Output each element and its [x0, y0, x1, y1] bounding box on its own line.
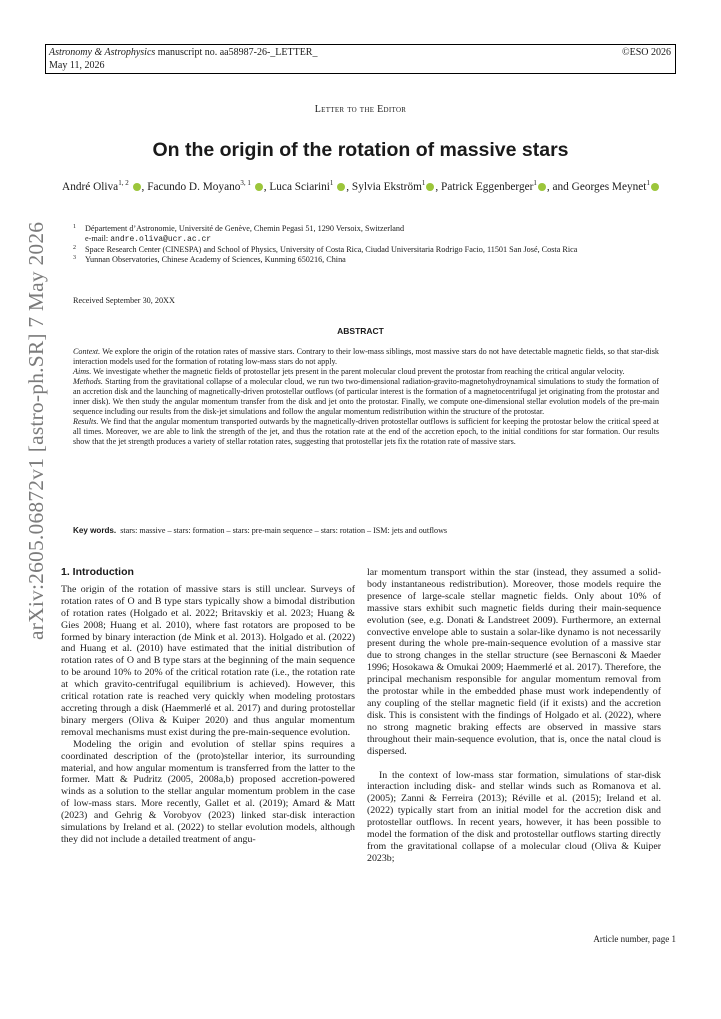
- abstract-methods: Methods. Starting from the gravitational collapse of a molecular cloud, we run two two-dimensional radiation-gravito-magnetohydroynamical simulations to study the formation of an accretion disk and the launching of magnetically-driven protostellar outflows (of particular interest is the formation of a magnetocentrifugal jet originating from the protostar and inner disk). We then study the angular momentum transfer from the disk and jet onto the protostar. Finally, we compute one-dimensional stellar evolution models of the pre-main sequence including our results from the disk-jet simulations and follow the angular momentum redistribution within the structure of the protostar.: [73, 377, 659, 416]
- keywords: Key words. stars: massive – stars: formation – stars: pre-main sequence – stars: rotation – ISM: jets and outflows: [73, 526, 448, 535]
- manuscript-date: May 11, 2026: [49, 60, 105, 71]
- author[interactable]: Sylvia Ekström$^1$ ,: [351, 179, 442, 193]
- received-date: Received September 30, 20XX: [73, 296, 175, 305]
- abstract-results: Results. We find that the angular momentum transported outwards by the magnetically-driven protostellar outflows is sufficient for keeping the protostar below the critical speed at all times. Moreover, we are able to link the strength of the jet, and thus the rotation rate at the end of the accretion epoch, to the initial conditions for star formation. Our results show that the jet strength produces a variety of stellar rotation rates, suggesting that protostellar jets fix the rotation rate of massive stars.: [73, 417, 659, 446]
- abstract-context: Context. We explore the origin of the rotation rates of massive stars. Contrary to their low-mass siblings, most massive stars do not have detectable magnetic fields, so that star-disk interaction models used for the formation of rotating low-mass stars do not apply.: [73, 347, 659, 366]
- journal-name: Astronomy & Astrophysics: [49, 47, 156, 58]
- author[interactable]: Georges Meynet$^1$: [572, 181, 660, 193]
- paragraph: lar momentum transport within the star (instead, they assumed a solid-body instantaneous redistribution). Moreover, those models require the presence of large-scale stellar magnetic fields. Only about 10% of massive stars exhibit such magnetic fields during their main-sequence evolution (see, e.g. Donati & Landstreet 2009). Furthermore, an external convective envelope able to sustain a solar-like dynamo is not necessarily present during the whole pre-main-sequence evolution of a massive star due to strong changes in the stellar structure (see Bernasconi & Maeder 1996; Hosokawa & Omukai 2009; Haemmerlé et al. 2017). Therefore, the principal mechanism responsible for angular momentum removal from the protostar while in the embedded phase must work independently of any coupling of the stellar magnetic field (if it exists) and the accretion disk. This is consistent with the findings of Holgado et al. (2022), where no strong magnetic braking effects are observed in massive stars throughout their main-sequence evolution, that is, once the natal cloud is dispersed.: [367, 567, 661, 757]
- abstract-heading: ABSTRACT: [337, 326, 384, 336]
- author[interactable]: Facundo D. Moyano$^{3, 1}$ ,: [147, 179, 270, 193]
- paragraph: The origin of the rotation of massive stars is still unclear. Surveys of rotation rates of O and B type stars typically show a bimodal distribution of rotation rates (Holgado et al. 2022; Britavskiy et al. 2023; Huang & Gies 2008; Huang et al. 2010), where fast rotators are proposed to be formed by binary interaction (de Mink et al. 2013). Holgado et al. (2022) and Huang et al. (2010) have estimated that the initial distribution of rotation rates of O and B type stars at the beginning of the main sequence to be around 10% to 20% of the critical rotation rate (i.e., the rotation rate at which gravito-centrifugal equilibrium is achieved). However, this critical rotation rate is reached very quickly when modeling protostars accreting through a disk (Haemmerlé et al. 2017) and during protostellar binary mergers (Oliva & Kuiper 2020) and thus angular momentum removal mechanisms must exist during the pre-main-sequence evolution.: [61, 583, 355, 738]
- orcid-icon[interactable]: [337, 183, 345, 191]
- orcid-icon[interactable]: [651, 183, 659, 191]
- paper-title: On the origin of the rotation of massive stars: [152, 139, 569, 161]
- section-heading: 1. Introduction: [61, 566, 134, 578]
- column-right: [367, 567, 661, 865]
- abstract-aims: Aims. We investigate whether the magnetic fields of protostellar jets present in the parent molecular cloud prevent the protostar from reaching the critical angular velocity.: [73, 367, 625, 376]
- author[interactable]: Luca Sciarini$^1$ ,: [269, 179, 352, 193]
- author-list: [62, 175, 660, 196]
- author[interactable]: Patrick Eggenberger$^1$ , and: [441, 179, 572, 193]
- copyright: ©ESO 2026: [622, 47, 671, 58]
- paragraph: Modeling the origin and evolution of stellar spins requires a coordinated description of the (proto)stellar interior, its surrounding material, and how angular momentum is transferred from the latter to the former. Matt & Pudritz (2005, 2008a,b) proposed accretion-powered winds as a solution to the stellar angular momentum problem in the case of low-mass stars. More recently, Gallet et al. (2019); Amard & Matt (2023) and Gehrig & Vorobyov (2023) linked star-disk interaction simulations by Ireland et al. (2022) to stellar evolution models, although they did not include a detailed treatment of angu-: [61, 738, 355, 845]
- paragraph: In the context of low-mass star formation, simulations of star-disk interaction including disk- and stellar winds such as Romanova et al. (2005); Zanni & Ferreira (2013); Réville et al. (2015); Ireland et al. (2022) typically start from an initial model for the accretion disk and protostellar outflows. In recent years, however, it has been possible to model the formation of the disk and protostellar outflows starting directly from the gravitational collapse of a molecular cloud (Oliva & Kuiper 2023b;: [367, 769, 661, 864]
- author[interactable]: André Oliva$^{1, 2}$ ,: [62, 179, 148, 193]
- affiliation-2: 2 Space Research Center (CINESPA) and School of Physics, University of Costa Rica, Ciudad Universitaria Rodrigo Facio, 11501 San José, Costa Rica: [73, 245, 578, 254]
- orcid-icon[interactable]: [133, 183, 141, 191]
- orcid-icon[interactable]: [255, 183, 263, 191]
- arxiv-identifier[interactable]: arXiv:2605.06872v1 [astro-ph.SR] 7 May 2026: [24, 221, 48, 640]
- page-footer: Article number, page 1: [593, 934, 676, 944]
- affiliation-3: 3 Yunnan Observatories, Chinese Academy of Sciences, Kunming 650216, China: [73, 255, 346, 264]
- orcid-icon[interactable]: [426, 183, 434, 191]
- column-left: [61, 567, 355, 846]
- orcid-icon[interactable]: [538, 183, 546, 191]
- abstract: [73, 347, 659, 447]
- letter-label: Letter to the Editor: [314, 104, 407, 115]
- manuscript-header: [45, 44, 676, 74]
- affiliation-1: 1 Département d’Astronomie, Université de Genève, Chemin Pegasi 51, 1290 Versoix, Switzerland e-mail: andre.oliva@ucr.ac.cr: [73, 224, 405, 244]
- manuscript-number: manuscript no. aa58987-26-_LETTER_: [157, 47, 318, 58]
- email-link[interactable]: andre.oliva@ucr.ac.cr: [110, 235, 212, 244]
- affiliations: [73, 224, 663, 265]
